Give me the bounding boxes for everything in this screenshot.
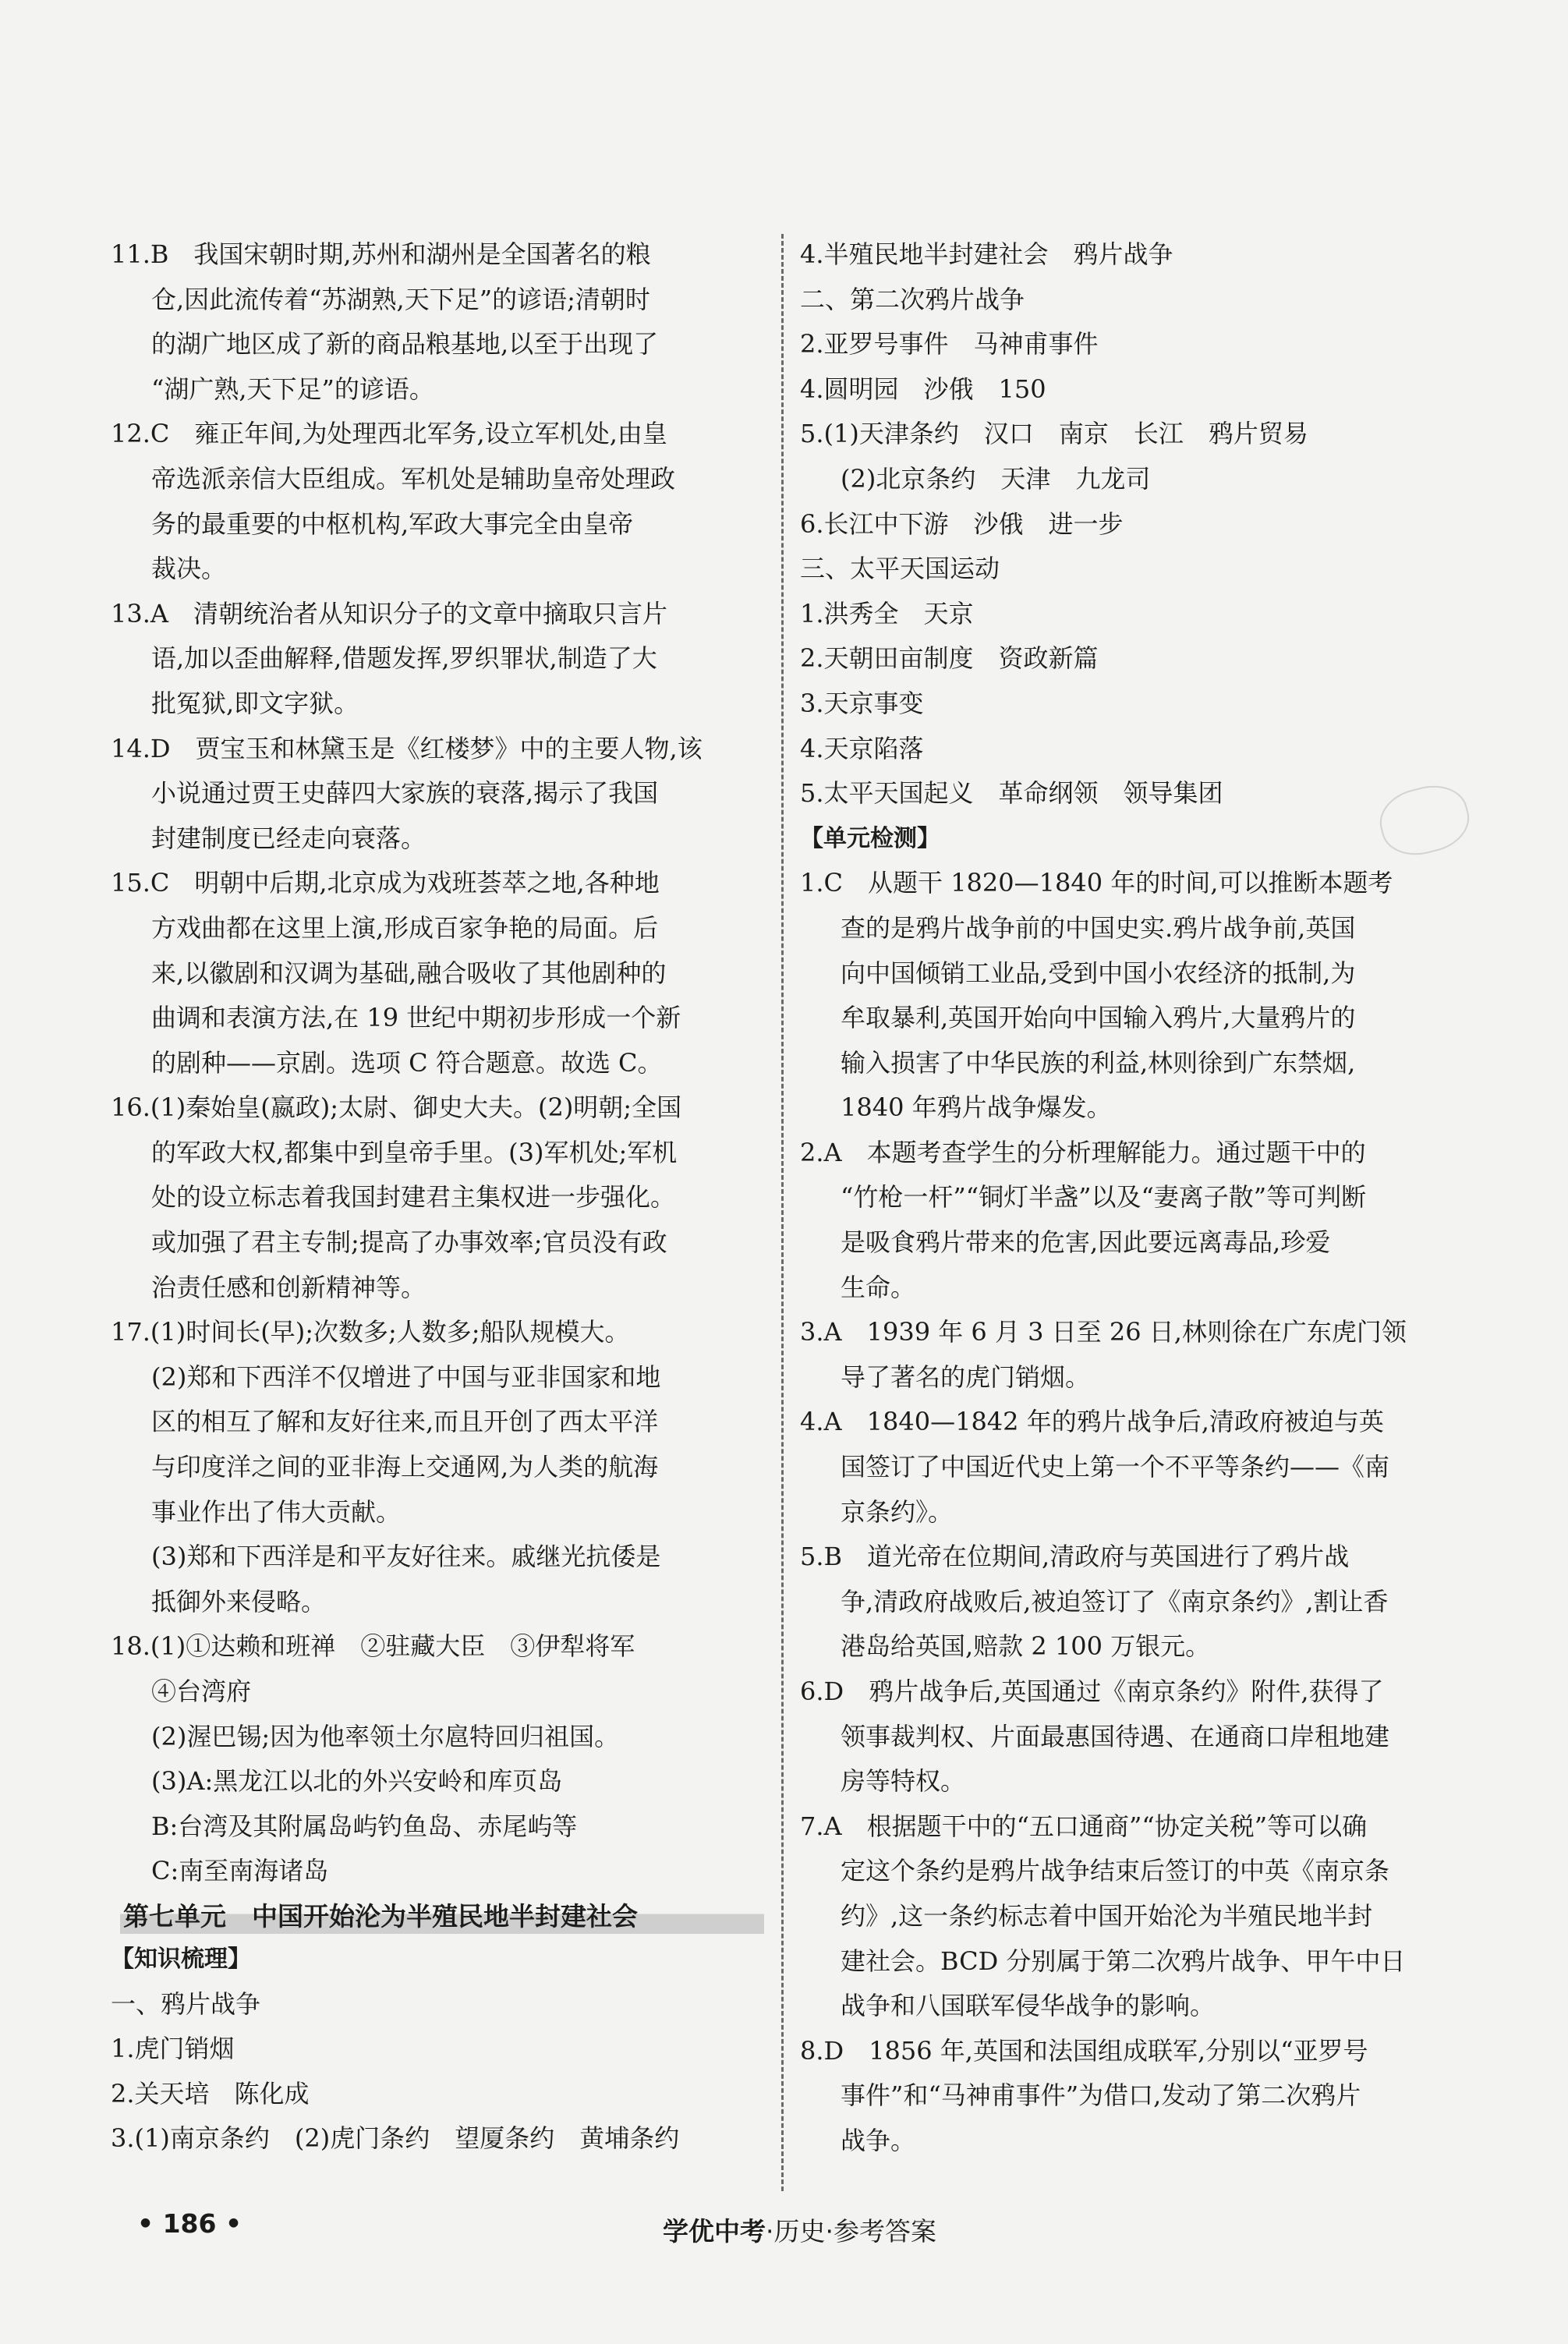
answer-line: ④台湾府 bbox=[151, 1677, 252, 1706]
outline-line: 5.太平天国起义 革命纲领 领导集团 bbox=[800, 778, 1223, 809]
answer-line: 封建制度已经走向衰落。 bbox=[151, 823, 427, 853]
answer-line: “竹枪一杆”“铜灯半盏”以及“妻离子散”等可判断 bbox=[841, 1182, 1367, 1213]
answer-line: 务的最重要的中枢机构,军政大事完全由皇帝 bbox=[151, 508, 634, 539]
answer-line: 6.D 鸦片战争后,英国通过《南京条约》附件,获得了 bbox=[800, 1677, 1384, 1706]
answer-line: 处的设立标志着我国封建君主集权进一步强化。 bbox=[151, 1182, 676, 1213]
answer-line: 12.C 雍正年间,为处理西北军务,设立军机处,由皇 bbox=[111, 419, 667, 449]
answer-line: 15.C 明朝中后期,北京成为戏班荟萃之地,各种地 bbox=[111, 868, 660, 898]
answer-line: 向中国倾销工业品,受到中国小农经济的抵制,为 bbox=[841, 958, 1356, 988]
answer-line: 生命。 bbox=[841, 1272, 916, 1302]
subject-label: ·历史· bbox=[766, 2216, 834, 2247]
answer-line: 约》,这一条约标志着中国开始沦为半殖民地半封 bbox=[841, 1900, 1373, 1931]
answer-line: 帝选派亲信大臣组成。军机处是辅助皇帝处理政 bbox=[151, 463, 676, 494]
answer-line: 的湖广地区成了新的商品粮基地,以至于出现了 bbox=[151, 329, 659, 359]
outline-line: 1.洪秀全 天京 bbox=[800, 598, 974, 628]
test-header: 【单元检测】 bbox=[800, 824, 940, 852]
outline-line: 二、第二次鸦片战争 bbox=[800, 284, 1025, 314]
outline-line: 3.天京事变 bbox=[800, 688, 924, 718]
answer-line: (2)渥巴锡;因为他率领土尔扈特回归祖国。 bbox=[151, 1721, 620, 1751]
answer-line: 2.A 本题考查学生的分析理解能力。通过题干中的 bbox=[800, 1137, 1366, 1167]
answer-line: 事业作出了伟大贡献。 bbox=[151, 1496, 402, 1527]
outline-line: 2.亚罗号事件 马神甫事件 bbox=[800, 329, 1099, 359]
answer-line: 11.B 我国宋朝时期,苏州和湖州是全国著名的粮 bbox=[111, 239, 651, 269]
answer-line: 来,以徽剧和汉调为基础,融合吸收了其他剧种的 bbox=[151, 958, 667, 988]
answer-line: 国签订了中国近代史上第一个不平等条约——《南 bbox=[841, 1452, 1390, 1482]
outline-line: 3.(1)南京条约 (2)虎门条约 望厦条约 黄埔条约 bbox=[111, 2123, 680, 2154]
answer-line: 小说通过贾王史薛四大家族的衰落,揭示了我国 bbox=[151, 778, 659, 809]
outline-line: 2.天朝田亩制度 资政新篇 bbox=[800, 643, 1099, 674]
answer-line: C:南至南海诸岛 bbox=[151, 1856, 329, 1886]
answer-line: 事件”和“马神甫事件”为借口,发动了第二次鸦片 bbox=[841, 2080, 1361, 2111]
answer-line: 定这个条约是鸦片战争结束后签订的中英《南京条 bbox=[841, 1856, 1390, 1886]
answer-line: 14.D 贾宝玉和林黛玉是《红楼梦》中的主要人物,该 bbox=[111, 733, 703, 763]
answer-line: 方戏曲都在这里上演,形成百家争艳的局面。后 bbox=[151, 912, 659, 943]
answer-line: 7.A 根据题干中的“五口通商”“协定关税”等可以确 bbox=[800, 1811, 1368, 1841]
answer-line: 查的是鸦片战争前的中国史实.鸦片战争前,英国 bbox=[841, 912, 1356, 943]
answer-line: 是吸食鸦片带来的危害,因此要远离毒品,珍爱 bbox=[841, 1227, 1331, 1258]
answer-line: 与印度洋之间的亚非海上交通网,为人类的航海 bbox=[151, 1452, 659, 1482]
answer-line: 房等特权。 bbox=[841, 1766, 966, 1797]
answer-line: 牟取暴利,英国开始向中国输入鸦片,大量鸦片的 bbox=[841, 1003, 1356, 1033]
book-title: 学优中考 bbox=[663, 2216, 766, 2247]
left-column bbox=[111, 232, 764, 2162]
answer-line: 语,加以歪曲解释,借题发挥,罗织罪状,制造了大 bbox=[151, 643, 657, 674]
right-column bbox=[800, 232, 1486, 2164]
answer-line: “湖广熟,天下足”的谚语。 bbox=[151, 374, 434, 404]
answer-line: (2)郑和下西洋不仅增进了中国与亚非国家和地 bbox=[151, 1361, 661, 1392]
answer-line: 3.A 1939 年 6 月 3 日至 26 日,林则徐在广东虎门领 bbox=[800, 1317, 1407, 1347]
answer-line: 1840 年鸦片战争爆发。 bbox=[841, 1092, 1112, 1123]
unit-title-bar: 第七单元 中国开始沦为半殖民地半封建社会 bbox=[120, 1900, 764, 1934]
answer-line: 港岛给英国,赔款 2 100 万银元。 bbox=[841, 1631, 1211, 1662]
outline-line: 6.长江中下游 沙俄 进一步 bbox=[800, 508, 1124, 539]
answer-line: 曲调和表演方法,在 19 世纪中期初步形成一个新 bbox=[151, 1003, 681, 1033]
outline-line: 4.圆明园 沙俄 150 bbox=[800, 374, 1046, 404]
answer-line: 17.(1)时间长(早);次数多;人数多;船队规模大。 bbox=[111, 1317, 630, 1347]
answer-line: 13.A 清朝统治者从知识分子的文章中摘取只言片 bbox=[111, 598, 668, 628]
outline-line: 2.关天培 陈化成 bbox=[111, 2078, 310, 2109]
column-divider bbox=[781, 234, 784, 2191]
answer-line: 京条约》。 bbox=[841, 1496, 954, 1527]
page-number: • 186 • bbox=[137, 2208, 242, 2239]
answer-line: B:台湾及其附属岛屿钓鱼岛、赤尾屿等 bbox=[151, 1811, 578, 1841]
answer-line: 导了著名的虎门销烟。 bbox=[841, 1361, 1091, 1392]
answer-block-11-15 bbox=[111, 232, 764, 1085]
answer-line: 的剧种——京剧。选项 C 符合题意。故选 C。 bbox=[151, 1047, 663, 1078]
answer-line: 1.C 从题干 1820—1840 年的时间,可以推断本题考 bbox=[800, 868, 1393, 898]
outline-line: 一、鸦片战争 bbox=[111, 1988, 261, 2019]
answer-line: 仓,因此流传着“苏湖熟,天下足”的谚语;清朝时 bbox=[151, 284, 650, 314]
answer-line: 4.A 1840—1842 年的鸦片战争后,清政府被迫与英 bbox=[800, 1407, 1384, 1437]
outline-line: 三、太平天国运动 bbox=[800, 554, 1000, 584]
answer-line: 战争。 bbox=[841, 2125, 916, 2155]
answer-line: 抵御外来侵略。 bbox=[151, 1586, 327, 1616]
section-label: 参考答案 bbox=[833, 2216, 936, 2247]
answer-block-16-18 bbox=[111, 1085, 764, 1894]
answer-line: 8.D 1856 年,英国和法国组成联军,分别以“亚罗号 bbox=[800, 2035, 1368, 2066]
outline-line: 1.虎门销烟 bbox=[111, 2034, 235, 2064]
answer-line: 16.(1)秦始皇(嬴政);太尉、御史大夫。(2)明朝;全国 bbox=[111, 1092, 682, 1123]
answer-line: 的军政大权,都集中到皇帝手里。(3)军机处;军机 bbox=[151, 1137, 678, 1167]
outline-line: 4.天京陷落 bbox=[800, 733, 924, 763]
outline-line: 4.半殖民地半封建社会 鸦片战争 bbox=[800, 239, 1173, 269]
answer-line: 建社会。BCD 分别属于第二次鸦片战争、甲午中日 bbox=[841, 1946, 1406, 1976]
answer-line: 18.(1)①达赖和班禅 ②驻藏大臣 ③伊犁将军 bbox=[111, 1631, 635, 1662]
answer-line: 批冤狱,即文字狱。 bbox=[151, 688, 359, 718]
outline-line: (2)北京条约 天津 九龙司 bbox=[841, 463, 1151, 494]
answer-line: 5.B 道光帝在位期间,清政府与英国进行了鸦片战 bbox=[800, 1542, 1350, 1572]
answer-line: 或加强了君主专制;提高了办事效率;官员没有政 bbox=[151, 1227, 667, 1258]
answer-line: 领事裁判权、片面最惠国待遇、在通商口岸租地建 bbox=[841, 1721, 1390, 1751]
answer-line: 战争和八国联军侵华战争的影响。 bbox=[841, 1991, 1216, 2021]
answer-line: (3)郑和下西洋是和平友好往来。戚继光抗倭是 bbox=[151, 1542, 661, 1572]
answer-line: (3)A:黑龙江以北的外兴安岭和库页岛 bbox=[151, 1766, 563, 1797]
running-footer bbox=[663, 2211, 936, 2248]
answer-line: 区的相互了解和友好往来,而且开创了西太平洋 bbox=[151, 1407, 659, 1437]
answer-line: 争,清政府战败后,被迫签订了《南京条约》,割让香 bbox=[841, 1586, 1389, 1616]
knowledge-header: 【知识梳理】 bbox=[111, 1945, 251, 1973]
answer-line: 裁决。 bbox=[151, 554, 227, 584]
outline-line: 5.(1)天津条约 汉口 南京 长江 鸦片贸易 bbox=[800, 419, 1308, 449]
answer-line: 输入损害了中华民族的利益,林则徐到广东禁烟, bbox=[841, 1047, 1356, 1078]
answer-line: 治责任感和创新精神等。 bbox=[151, 1272, 427, 1302]
